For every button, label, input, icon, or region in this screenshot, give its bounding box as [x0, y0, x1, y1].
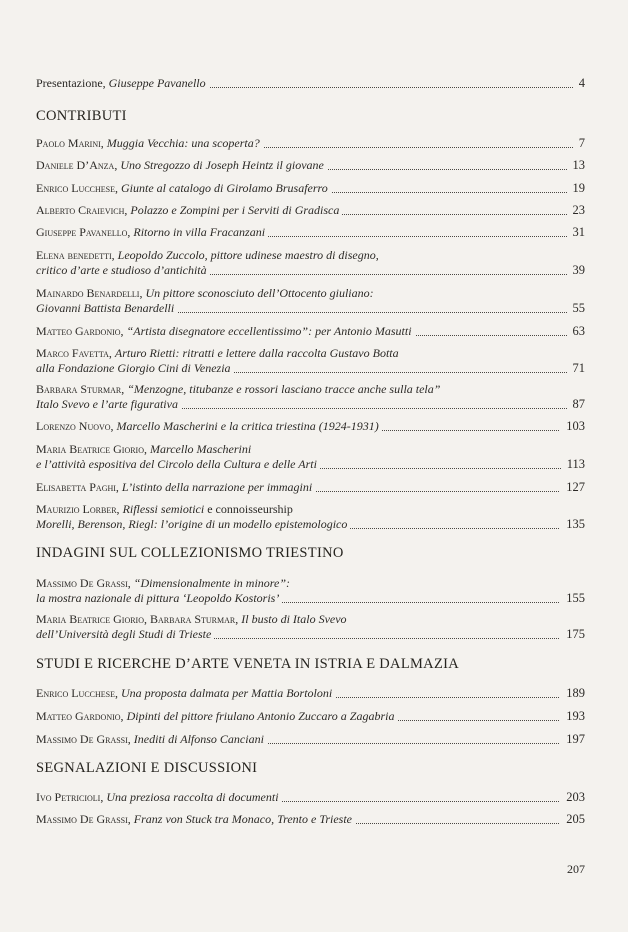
- entry-author: Maurizio Lorber,: [36, 502, 120, 516]
- toc-entry: [36, 324, 585, 339]
- page-number: 197: [560, 732, 585, 747]
- toc-entry: [36, 709, 585, 724]
- entry-author: Matteo Gardonio,: [36, 324, 124, 338]
- entry-title: Giunte al catalogo di Girolamo Brusaferro: [121, 181, 328, 195]
- section-heading-indagini: INDAGINI SUL COLLEZIONISMO TRIESTINO: [36, 545, 344, 561]
- entry-title: Marcello Mascherini: [150, 442, 252, 456]
- page-number: 127: [560, 480, 585, 495]
- entry-title: Polazzo e Zompini per i Serviti di Gradisca: [130, 203, 340, 217]
- page-number: 4: [573, 76, 585, 91]
- entry-label: Presentazione,: [36, 76, 109, 90]
- entry-title: “Dimensionalmente in minore”:: [133, 576, 291, 590]
- toc-entry-line2: [36, 263, 585, 278]
- entry-author: Daniele D’Anza,: [36, 158, 118, 172]
- toc-entry: [36, 732, 585, 747]
- entry-author: Giuseppe Pavanello: [108, 76, 206, 90]
- entry-title: Marcello Mascherini e la critica triestina (1924-1931): [116, 419, 379, 433]
- toc-entry: [36, 181, 585, 196]
- section-heading-studi: STUDI E RICERCHE D’ARTE VENETA IN ISTRIA E DALMAZIA: [36, 656, 459, 672]
- entry-title: Una preziosa raccolta di documenti: [106, 790, 279, 804]
- page-number: 203: [560, 790, 585, 805]
- entry-author: Massimo De Grassi,: [36, 812, 131, 826]
- toc-entry-line2: [36, 517, 585, 532]
- entry-title: Il busto di Italo Svevo: [241, 612, 347, 626]
- entry-author: Enrico Lucchese,: [36, 181, 118, 195]
- entry-title-cont: Giovanni Battista Benardelli: [36, 301, 177, 315]
- entry-author: Alberto Craievich,: [36, 203, 128, 217]
- entry-author: Elisabetta Paghi,: [36, 480, 119, 494]
- entry-title: Muggia Vecchia: una scoperta?: [106, 136, 260, 150]
- entry-title-cont: dell’Università degli Studi di Trieste: [36, 627, 214, 641]
- page-number: 205: [560, 812, 585, 827]
- entry-title-cont: Italo Svevo e l’arte figurativa: [36, 397, 181, 411]
- toc-entry: [36, 480, 585, 495]
- page-number: 87: [567, 397, 586, 412]
- entry-author: Lorenzo Nuovo,: [36, 419, 114, 433]
- entry-title: Uno Stregozzo di Joseph Heintz il giovane: [120, 158, 324, 172]
- page-number: 23: [567, 203, 586, 218]
- entry-author: Massimo De Grassi,: [36, 732, 131, 746]
- entry-author: Ivo Petricioli,: [36, 790, 104, 804]
- page-number: 103: [560, 419, 585, 434]
- toc-entry-line1: [36, 382, 585, 397]
- page-folio: 207: [567, 862, 585, 876]
- entry-title: Inediti di Alfonso Canciani: [133, 732, 264, 746]
- entry-title-cont: critico d’arte e studioso d’antichità: [36, 263, 210, 277]
- toc-entry-line1: [36, 248, 585, 263]
- toc-entry-line1: [36, 612, 585, 627]
- entry-author: Giuseppe Pavanello,: [36, 225, 131, 239]
- toc-entry-line2: [36, 301, 585, 316]
- page-number: 175: [560, 627, 585, 642]
- toc-entry: [36, 812, 585, 827]
- entry-title: Franz von Stuck tra Monaco, Trento e Trieste: [133, 812, 352, 826]
- entry-title: Riflessi semiotici: [122, 502, 205, 516]
- entry-title: Un pittore sconosciuto dell’Ottocento giuliano:: [145, 286, 374, 300]
- entry-title: Leopoldo Zuccolo, pittore udinese maestro di disegno,: [117, 248, 379, 262]
- page-number: 71: [567, 361, 586, 376]
- entry-title: L’istinto della narrazione per immagini: [121, 480, 313, 494]
- toc-entry: [36, 225, 585, 240]
- entry-author: Matteo Gardonio,: [36, 709, 124, 723]
- toc-entry-line1: [36, 502, 585, 517]
- entry-title-cont: e l’attività espositiva del Circolo della Cultura e delle Arti: [36, 457, 320, 471]
- entry-title: Dipinti del pittore friulano Antonio Zuccaro a Zagabria: [126, 709, 395, 723]
- toc-entry-presentazione: [36, 76, 585, 91]
- toc-entry-line2: [36, 397, 585, 412]
- page-number: 135: [560, 517, 585, 532]
- page-number: 39: [567, 263, 586, 278]
- entry-author: Mainardo Benardelli,: [36, 286, 143, 300]
- page-number: 113: [561, 457, 585, 472]
- toc-entry: [36, 203, 585, 218]
- entry-title-roman: e connoisseurship: [204, 502, 293, 516]
- section-heading-contributi: CONTRIBUTI: [36, 108, 127, 124]
- page-number: 63: [567, 324, 586, 339]
- entry-title: Una proposta dalmata per Mattia Bortoloni: [121, 686, 333, 700]
- entry-title-cont: la mostra nazionale di pittura ‘Leopoldo Kostoris’: [36, 591, 282, 605]
- toc-entry-line2: [36, 627, 585, 642]
- page-number: 7: [573, 136, 585, 151]
- entry-title: “Artista disegnatore eccellentissimo”: per Antonio Masutti: [126, 324, 412, 338]
- entry-title: “Menzogne, titubanze e rossori lasciano tracce anche sulla tela”: [127, 382, 441, 396]
- entry-author: Massimo De Grassi,: [36, 576, 131, 590]
- entry-author: Maria Beatrice Giorio,: [36, 442, 147, 456]
- toc-entry: [36, 136, 585, 151]
- toc-entry-line2: [36, 591, 585, 606]
- page-number: 193: [560, 709, 585, 724]
- toc-entry-line2: [36, 457, 585, 472]
- entry-author: Marco Favetta,: [36, 346, 112, 360]
- toc-entry-line1: [36, 286, 585, 301]
- entry-title-cont: Morelli, Berenson, Riegl: l’origine di un modello epistemologico: [36, 517, 350, 531]
- entry-author: Barbara Sturmar,: [36, 382, 125, 396]
- entry-author: Enrico Lucchese,: [36, 686, 118, 700]
- page-number: 55: [567, 301, 586, 316]
- section-heading-segnalazioni: SEGNALAZIONI E DISCUSSIONI: [36, 760, 258, 776]
- page-number: 155: [560, 591, 585, 606]
- toc-entry-line2: [36, 361, 585, 376]
- entry-author: Maria Beatrice Giorio, Barbara Sturmar,: [36, 612, 239, 626]
- page-number: 19: [567, 181, 586, 196]
- toc-entry: [36, 158, 585, 173]
- entry-author: Elena benedetti,: [36, 248, 115, 262]
- toc-entry-line1: [36, 442, 585, 457]
- toc-entry: [36, 686, 585, 701]
- entry-title: Ritorno in villa Fracanzani: [133, 225, 266, 239]
- entry-title-cont: alla Fondazione Giorgio Cini di Venezia: [36, 361, 234, 375]
- page-number: 13: [567, 158, 586, 173]
- toc-entry-line1: [36, 576, 585, 591]
- toc-entry: [36, 790, 585, 805]
- page-number: 189: [560, 686, 585, 701]
- page-number: 31: [567, 225, 586, 240]
- toc-entry: [36, 419, 585, 434]
- entry-title: Arturo Rietti: ritratti e lettere dalla raccolta Gustavo Botta: [114, 346, 399, 360]
- toc-entry-line1: [36, 346, 585, 361]
- entry-author: Paolo Marini,: [36, 136, 104, 150]
